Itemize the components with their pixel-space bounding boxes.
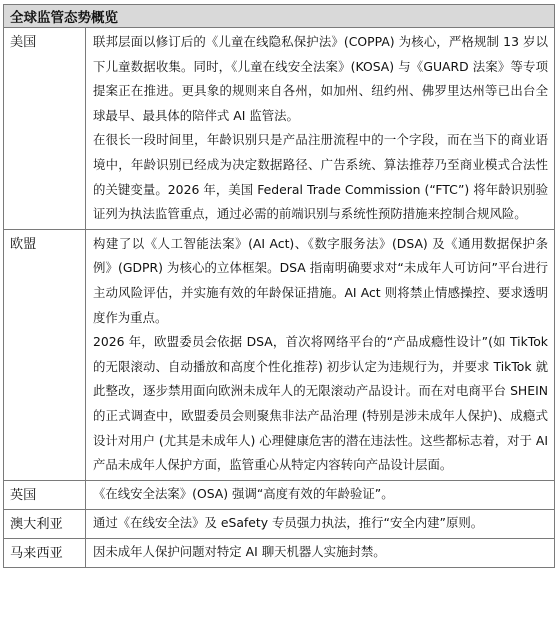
paragraph: 因未成年人保护问题对特定 AI 聊天机器人实施封禁。: [93, 543, 386, 559]
paragraph: 通过《在线安全法》及 eSafety 专员强力执法，推行“安全内建”原则。: [93, 514, 484, 530]
region-name: 欧盟: [4, 229, 86, 480]
table-title: 全球监管态势概览: [4, 5, 555, 28]
paragraph: 构建了以《人工智能法案》(AI Act)、《数字服务法》(DSA) 及《通用数据保护条例》(GDPR) 为核心的立体框架。DSA 指南明确要求对“未成年人可访问”平台进行主动风险评估，并实施有效的年龄保证措施。AI Act 则将禁止情感操控、要求透明度作为重点。: [93, 235, 548, 325]
paragraph: 2026 年，欧盟委员会依据 DSA，首次将网络平台的“产品成瘾性设计”(如 TikTok 的无限滚动、自动播放和高度个性化推荐) 初步认定为违规行为，并要求 TikTok 就此整改，逐步禁用面向欧洲未成年人的无限滚动产品设计。而在对电商平台 SHEIN 的正式调查中，欧盟委员会则聚焦非法产品治理 (特别是涉未成年人保护)、成瘾式设计对用户 (尤其是未成年人) 心理健康危害的潜在违法性。这些都标志着，对于 AI 产品未成年人保护方面，监管重心从特定内容转向产品设计层面。: [93, 334, 548, 473]
table-row: [4, 229, 555, 480]
region-description: [86, 509, 555, 538]
region-name: 英国: [4, 480, 86, 509]
table-row: [4, 538, 555, 567]
paragraph: 在很长一段时间里，年龄识别只是产品注册流程中的一个字段，而在当下的商业语境中，年龄识别已经成为决定数据路径、广告系统、算法推荐乃至商业模式合法性的关键变量。2026 年，美国 Federal Trade Commission (“FTC”) 将年龄识别验证列为执法监管重点，通过必需的前端识别与系统性预防措施来控制合规风险。: [93, 132, 548, 222]
table-row: [4, 509, 555, 538]
region-description: [86, 480, 555, 509]
paragraph: 《在线安全法案》(OSA) 强调“高度有效的年龄验证”。: [93, 485, 394, 501]
region-name: 美国: [4, 28, 86, 230]
table-row: [4, 480, 555, 509]
region-description: [86, 538, 555, 567]
regulation-overview-table: [3, 4, 555, 568]
table-row: [4, 28, 555, 230]
paragraph: 联邦层面以修订后的《儿童在线隐私保护法》(COPPA) 为核心，严格规制 13 岁以下儿童数据收集。同时，《儿童在线安全法案》(KOSA) 与《GUARD 法案》等专项提案正在推进。更具象的规则来自各州，如加州、纽约州、佛罗里达州等已出台全球最早、最具体的陪伴式 AI 监管法。: [93, 34, 548, 123]
region-name: 马来西亚: [4, 538, 86, 567]
table-header-row: [4, 5, 555, 28]
region-name: 澳大利亚: [4, 509, 86, 538]
region-description: [86, 28, 555, 230]
region-description: [86, 229, 555, 480]
